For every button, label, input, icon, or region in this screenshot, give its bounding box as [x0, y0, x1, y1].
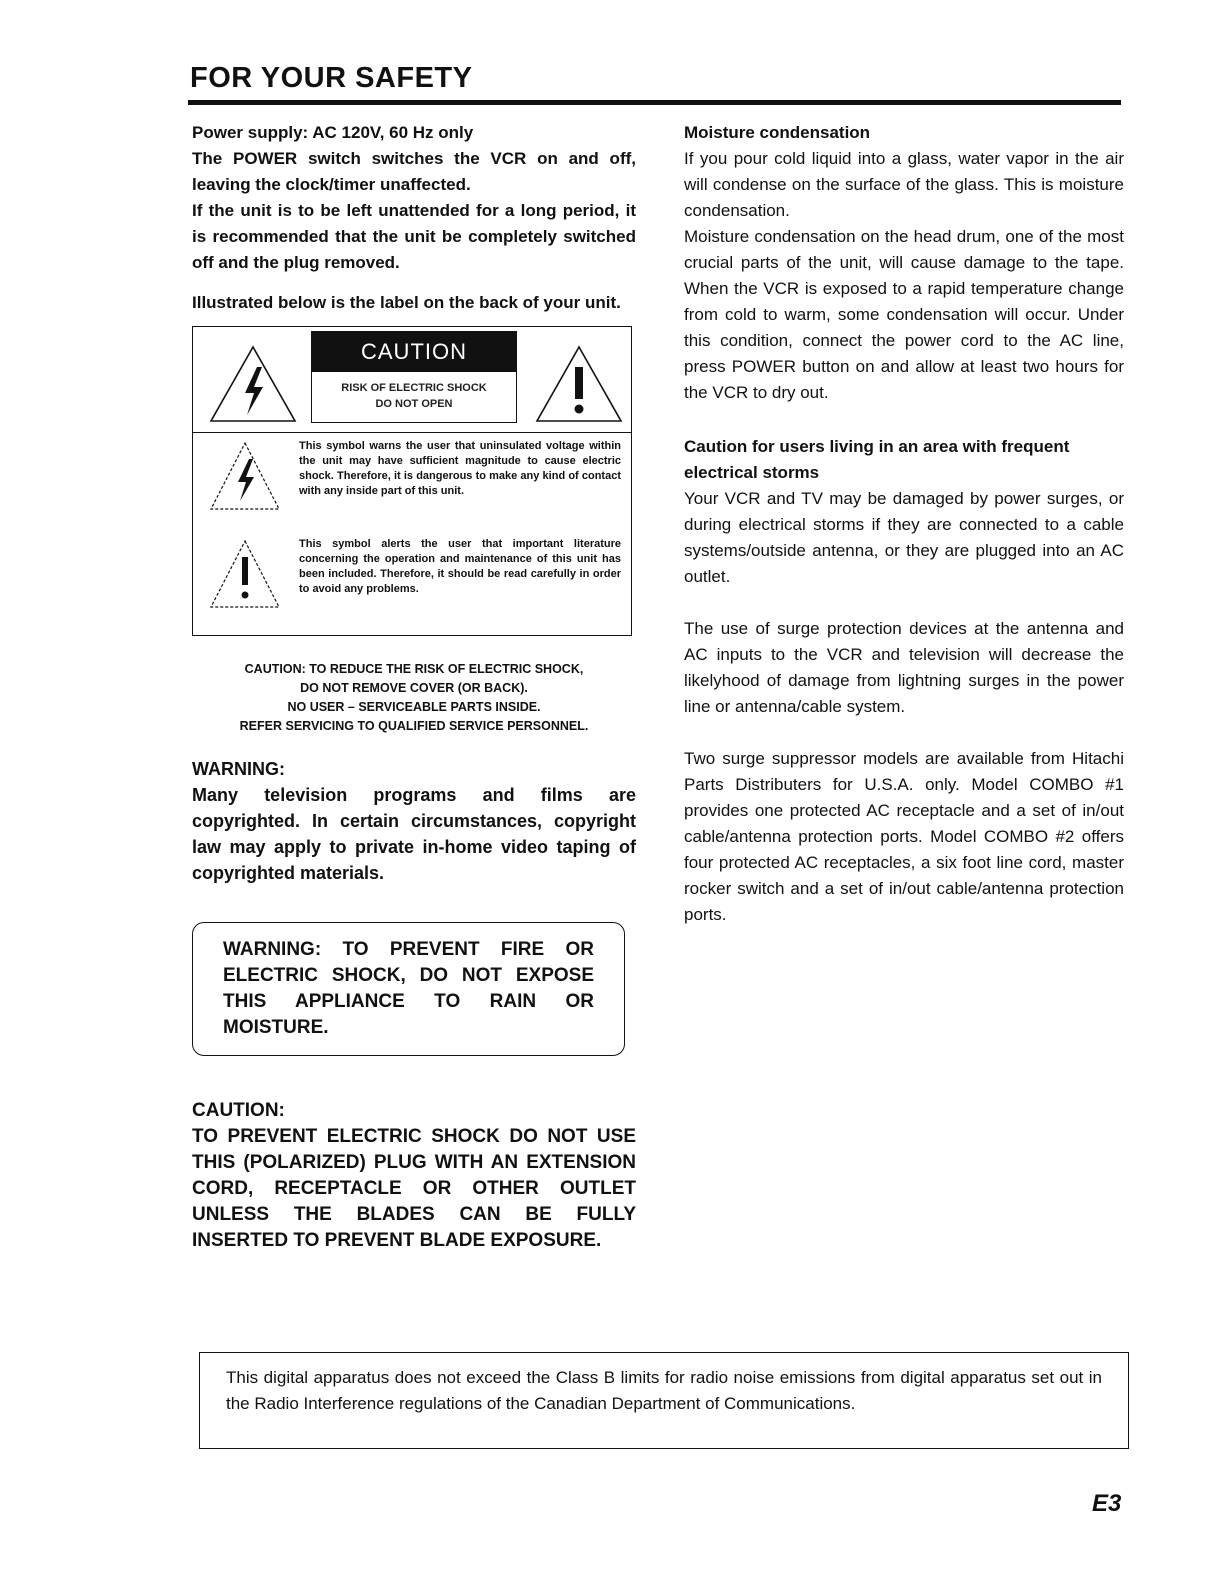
caution-foot-line: REFER SERVICING TO QUALIFIED SERVICE PERSONNEL. [239, 719, 589, 733]
risk-text [312, 380, 516, 412]
caution-foot-line: DO NOT REMOVE COVER (OR BACK). [300, 681, 528, 695]
right-column [684, 120, 1124, 928]
storms-paragraph-2: The use of surge protection devices at the antenna and AC inputs to the VCR and television will decrease the likelyhood of damage from lightning surges in the power line or antenna/cable system. [684, 619, 1124, 716]
caution-foot-line: CAUTION: TO REDUCE THE RISK OF ELECTRIC SHOCK, [244, 662, 584, 676]
caution-label-top [193, 327, 631, 433]
illustrated-text: Illustrated below is the label on the back of your unit. [192, 293, 621, 312]
moisture-heading: Moisture condensation [684, 123, 871, 142]
caution-text: TO PREVENT ELECTRIC SHOCK DO NOT USE THIS (POLARIZED) PLUG WITH AN EXTENSION CORD, RECEPTACLE OR OTHER OUTLET UNLESS THE BLADES CAN BE FULLY INSERTED TO PREVENT BLADE EXPOSURE. [192, 1126, 636, 1251]
caution-banner: CAUTION [312, 332, 516, 372]
power-supply-text: Power supply: AC 120V, 60 Hz only [192, 123, 474, 142]
canadian-notice-box: This digital apparatus does not exceed the Class B limits for radio noise emissions from digital apparatus set out in the Radio Interference regulations of the Canadian Department of Communications. [199, 1352, 1129, 1449]
symbol-row-exclamation [193, 537, 631, 627]
unattended-text: If the unit is to be left unattended for a long period, it is recommended that the unit be completely switched off and the plug removed. [192, 201, 636, 272]
caution-center-panel [311, 331, 517, 423]
storms-paragraph-1: Your VCR and TV may be damaged by power surges, or during electrical storms if they are connected to a cable systems/outside antenna, or they are plugged into an AC outlet. [684, 489, 1124, 586]
power-switch-text: The POWER switch switches the VCR on and off, leaving the clock/timer unaffected. [192, 149, 636, 194]
storms-paragraph-3: Two surge suppressor models are available from Hitachi Parts Distributers for U.S.A. only. Model COMBO #1 provides one protected AC receptacle and a set of in/out cable/antenna protection ports. Model COMBO #2 offers four protected AC receptacles, a six foot line cord, master rocker switch and a set of in/out cable/antenna protection ports. [684, 749, 1124, 924]
symbol1-text: This symbol warns the user that uninsulated voltage within the unit may have sufficient magnitude to cause electric shock. Therefore, it is dangerous to make any kind of contact with any inside part of this unit. [299, 440, 621, 497]
symbol2-text: This symbol alerts the user that important literature concerning the operation and maintenance of this unit has been included. Therefore, it should be read carefully in order to avoid any problems. [299, 538, 621, 595]
exclamation-warning-icon [533, 343, 625, 425]
warning-text: Many television programs and films are copyrighted. In certain circumstances, copyright law may apply to private in-home video taping of copyrighted materials. [192, 785, 636, 883]
storms-heading: Caution for users living in an area with frequent electrical storms [684, 437, 1070, 482]
symbol-row-electric [193, 439, 631, 529]
electric-shock-warning-icon [207, 343, 299, 425]
caution-footnote [192, 660, 636, 736]
moisture-paragraph-1: If you pour cold liquid into a glass, water vapor in the air will condense on the surface of the glass. This is moisture condensation. [684, 149, 1124, 220]
fire-warning-box: WARNING: TO PREVENT FIRE OR ELECTRIC SHOCK, DO NOT EXPOSE THIS APPLIANCE TO RAIN OR MOISTURE. [192, 922, 625, 1056]
caution-foot-line: NO USER – SERVICEABLE PARTS INSIDE. [287, 700, 541, 714]
page-number: E3 [1092, 1490, 1122, 1517]
page-title: FOR YOUR SAFETY [190, 62, 473, 94]
risk-line-1: RISK OF ELECTRIC SHOCK [341, 382, 487, 394]
warning-heading: WARNING: [192, 759, 285, 779]
title-rule [188, 100, 1121, 105]
moisture-paragraph-2: Moisture condensation on the head drum, one of the most crucial parts of the unit, will cause damage to the tape. When the VCR is exposed to a rapid temperature change from cold to warm, some condensation will occur. Under this condition, connect the power cord to the AC line, press POWER button on and allow at least two hours for the VCR to dry out. [684, 227, 1124, 402]
caution-label [192, 326, 632, 636]
lightning-symbol-icon [207, 439, 283, 513]
exclamation-symbol-icon [207, 537, 283, 611]
caution-heading: CAUTION: [192, 1100, 285, 1121]
left-column [192, 120, 636, 1254]
risk-line-2: DO NOT OPEN [375, 398, 453, 410]
